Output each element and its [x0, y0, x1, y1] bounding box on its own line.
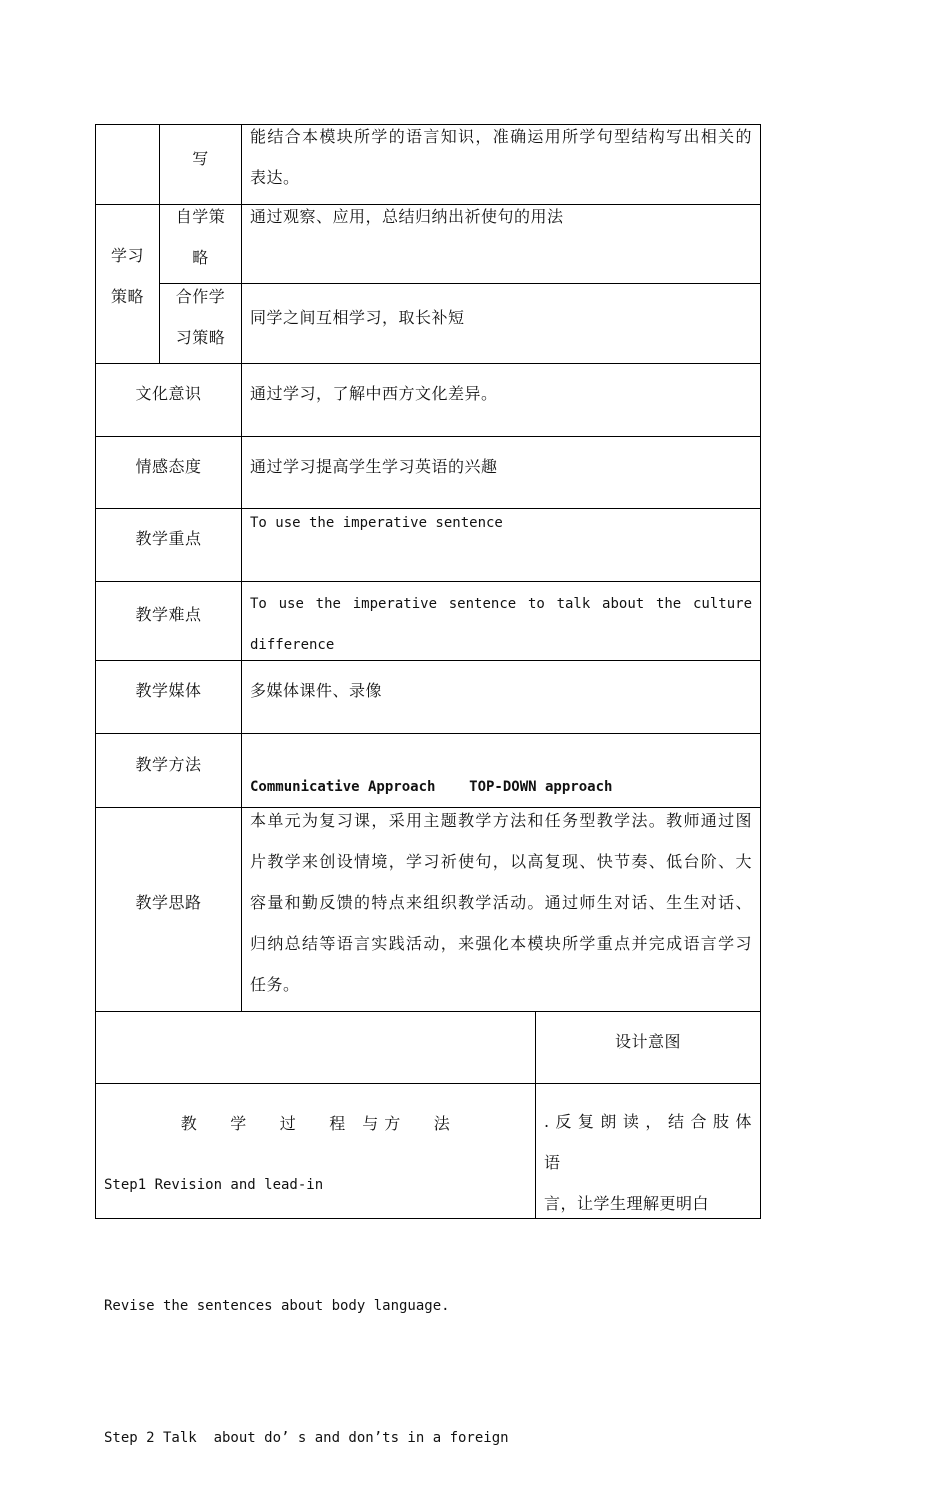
writing-content-line: 表达。: [250, 168, 300, 187]
self-study-content: 通过观察、应用，总结归纳出祈使句的用法: [250, 207, 564, 226]
process-steps: [104, 1086, 529, 1504]
table-line: [159, 283, 761, 284]
media-content: 多媒体课件、录像: [250, 681, 383, 700]
emotion-label: 情感态度: [135, 457, 202, 476]
thinking-line: 片教学来创设情境，学习祈使句，以高复现、快节奏、低台阶、大: [250, 852, 752, 871]
emotion-content: 通过学习提高学生学习英语的兴趣: [250, 457, 498, 476]
difficulty-label: 教学难点: [135, 605, 202, 624]
self-study-label: 自学策 略: [175, 207, 226, 267]
culture-label: 文化意识: [135, 384, 202, 403]
table-line: [95, 581, 761, 582]
thinking-line: 任务。: [250, 975, 300, 994]
thinking-content: [250, 800, 752, 1005]
process-step-line: Step 2 Talk about do’ s and don’ts in a foreign: [104, 1430, 509, 1446]
table-line: [95, 363, 761, 364]
thinking-line: 容量和勤反馈的特点来组织教学活动。通过师生对话、生生对话、: [250, 893, 752, 912]
writing-content: [250, 116, 752, 198]
cooperative-content: 同学之间互相学习，取长补短: [250, 308, 465, 327]
table-line: [95, 733, 761, 734]
media-label: 教学媒体: [135, 681, 202, 700]
thinking-line: 本单元为复习课，采用主题教学方法和任务型教学法。教师通过图: [250, 811, 752, 830]
table-line: [241, 124, 242, 1012]
process-step-line: Revise the sentences about body language.: [104, 1298, 450, 1314]
cooperative-label: 合作学 习策略: [175, 287, 226, 347]
culture-content: 通过学习，了解中西方文化差异。: [250, 384, 498, 403]
table-line: [95, 508, 761, 509]
design-intent: . 反 复 朗 读 ， 结 合 肢 体 语 言，让学生理解更明白: [544, 1112, 752, 1213]
process-header-left: 教 学 过 程 与 方 法: [180, 1114, 451, 1133]
table-line: [95, 1011, 761, 1012]
key-point-content: To use the imperative sentence: [250, 515, 503, 531]
method-content: Communicative Approach TOP-DOWN approach: [250, 779, 613, 795]
key-point-label: 教学重点: [135, 529, 202, 548]
writing-label: 写: [192, 148, 209, 168]
process-header-right: 设计意图: [614, 1032, 681, 1051]
thinking-line: 归纳总结等语言实践活动，来强化本模块所学重点并完成语言学习: [250, 934, 752, 953]
method-label: 教学方法: [135, 755, 202, 774]
process-step-line: Step1 Revision and lead-in: [104, 1177, 324, 1193]
writing-content-line: 能结合本模块所学的语言知识，准确运用所学句型结构写出相关的: [250, 127, 752, 146]
difficulty-content: To use the imperative sentence to talk about the culture difference: [250, 596, 752, 653]
table-line: [95, 436, 761, 437]
table-line: [760, 124, 761, 1219]
learning-strategy-label: 学习 策略: [110, 246, 144, 306]
thinking-label: 教学思路: [135, 893, 202, 912]
